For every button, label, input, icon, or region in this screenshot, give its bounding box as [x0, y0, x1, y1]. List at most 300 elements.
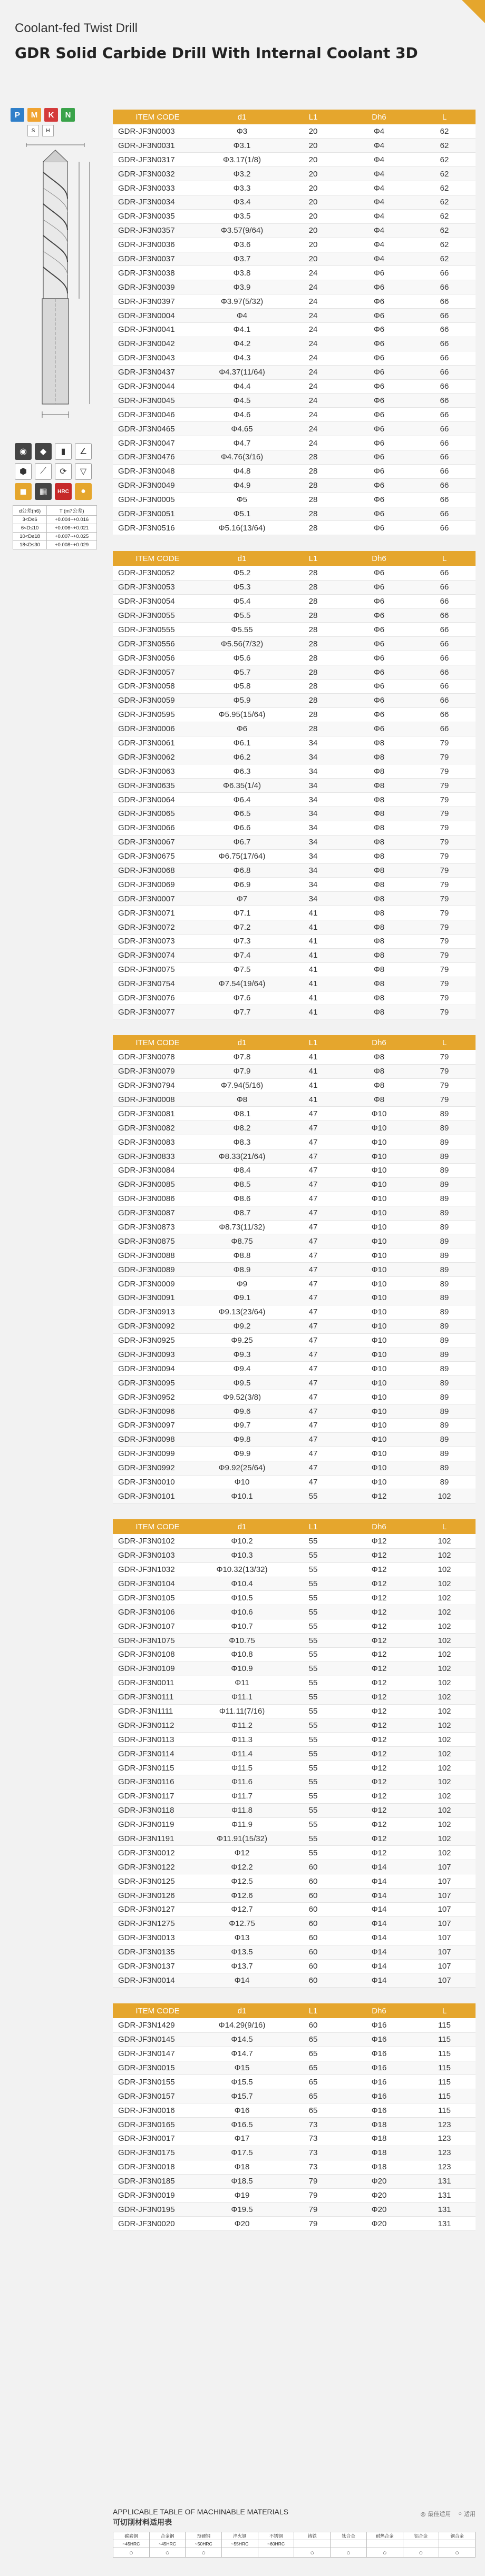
material-mark	[258, 2548, 294, 2558]
table-cell: Φ6	[345, 594, 413, 608]
table-cell: 66	[413, 665, 476, 680]
table-cell: 47	[282, 1475, 345, 1489]
table-cell: GDR-JF3N0476	[113, 450, 202, 464]
column-header: L1	[282, 2003, 345, 2018]
table-cell: GDR-JF3N0031	[113, 139, 202, 153]
table-row	[113, 124, 476, 139]
table-cell: Φ9.2	[202, 1319, 282, 1333]
table-cell: 89	[413, 1475, 476, 1489]
materials-title-cn: 可切削材料适用表	[113, 2518, 172, 2526]
table-cell: 41	[282, 991, 345, 1005]
table-row	[113, 1718, 476, 1733]
table-row	[113, 1945, 476, 1959]
table-cell: 47	[282, 1447, 345, 1461]
table-cell: Φ5.3	[202, 580, 282, 594]
table-cell: GDR-JF3N0056	[113, 651, 202, 665]
table-cell: 107	[413, 1860, 476, 1874]
table-row	[113, 1647, 476, 1661]
table-cell: 55	[282, 1733, 345, 1747]
table-cell: 66	[413, 309, 476, 323]
spiral-icon: ⟳	[55, 463, 72, 480]
table-cell: Φ3.3	[202, 181, 282, 195]
table-row	[113, 736, 476, 750]
table-cell: GDR-JF3N0992	[113, 1461, 202, 1475]
sub-badge-s: S	[27, 125, 39, 136]
table-row	[113, 1333, 476, 1348]
table-cell: Φ10.3	[202, 1548, 282, 1562]
table-row	[113, 1376, 476, 1390]
table-cell: GDR-JF3N0005	[113, 493, 202, 507]
table-cell: GDR-JF3N0063	[113, 764, 202, 779]
tolerance-cell: 18<D≤30	[13, 541, 47, 549]
table-cell: 79	[413, 906, 476, 920]
table-cell: 24	[282, 280, 345, 294]
table-cell: Φ8.3	[202, 1135, 282, 1149]
table-cell: GDR-JF3N0754	[113, 977, 202, 991]
table-cell: 73	[282, 2160, 345, 2174]
table-cell: GDR-JF3N1275	[113, 1916, 202, 1931]
material-mark: ○	[366, 2548, 403, 2558]
table-cell: GDR-JF3N0058	[113, 679, 202, 693]
table-cell: Φ4	[345, 252, 413, 266]
table-header-row	[113, 551, 476, 566]
table-cell: Φ8.6	[202, 1192, 282, 1206]
table-row	[113, 2160, 476, 2174]
table-cell: 131	[413, 2188, 476, 2203]
material-group: 铸铁	[294, 2532, 331, 2540]
table-cell: Φ6	[345, 464, 413, 478]
table-cell: 66	[413, 351, 476, 365]
table-cell: 28	[282, 594, 345, 608]
table-cell: GDR-JF3N0122	[113, 1860, 202, 1874]
table-cell: Φ6.6	[202, 821, 282, 835]
table-cell: Φ7.5	[202, 962, 282, 977]
table-row	[113, 1817, 476, 1832]
table-cell: Φ6	[345, 294, 413, 309]
table-cell: Φ9.13(23/64)	[202, 1305, 282, 1319]
table-cell: 66	[413, 337, 476, 351]
table-row	[113, 1432, 476, 1447]
table-cell: 102	[413, 1704, 476, 1718]
materials-title: APPLICABLE TABLE OF MACHINABLE MATERIALS	[113, 2508, 288, 2516]
table-cell: Φ12	[345, 1789, 413, 1803]
table-cell: 20	[282, 195, 345, 209]
table-cell: 62	[413, 153, 476, 167]
table-cell: Φ8	[345, 807, 413, 821]
table-cell: 102	[413, 1661, 476, 1676]
table-cell: Φ10.1	[202, 1489, 282, 1503]
table-cell: Φ15.7	[202, 2089, 282, 2103]
table-cell: GDR-JF3N0038	[113, 266, 202, 280]
tolerance-table	[13, 505, 97, 549]
table-cell: 66	[413, 651, 476, 665]
table-cell: Φ8	[345, 906, 413, 920]
table-cell: 79	[282, 2174, 345, 2188]
table-cell: 47	[282, 1220, 345, 1234]
table-cell: 34	[282, 892, 345, 906]
table-row	[113, 1902, 476, 1916]
table-cell: 89	[413, 1177, 476, 1192]
table-cell: Φ10	[345, 1149, 413, 1164]
column-header: L	[413, 551, 476, 566]
table-cell: Φ17	[202, 2131, 282, 2146]
table-row	[113, 2146, 476, 2160]
table-cell: 41	[282, 1078, 345, 1093]
table-cell: Φ5.1	[202, 507, 282, 521]
table-cell: Φ12.75	[202, 1916, 282, 1931]
table-cell: Φ6	[345, 693, 413, 707]
table-cell: GDR-JF3N0059	[113, 693, 202, 707]
table-row	[113, 294, 476, 309]
table-cell: 79	[413, 835, 476, 849]
table-cell: 41	[282, 948, 345, 962]
table-cell: 89	[413, 1333, 476, 1348]
table-cell: Φ6.8	[202, 863, 282, 878]
table-cell: GDR-JF3N0112	[113, 1718, 202, 1733]
table-cell: GDR-JF3N0047	[113, 436, 202, 450]
table-cell: GDR-JF3N0034	[113, 195, 202, 209]
table-cell: GDR-JF3N0004	[113, 309, 202, 323]
table-row	[113, 394, 476, 408]
table-cell: Φ6	[345, 394, 413, 408]
table-row	[113, 1447, 476, 1461]
table-cell: 28	[282, 450, 345, 464]
table-cell: Φ4.9	[202, 478, 282, 493]
table-cell: Φ12	[345, 1676, 413, 1690]
table-cell: 66	[413, 594, 476, 608]
table-cell: 89	[413, 1248, 476, 1263]
table-cell: GDR-JF3N0317	[113, 153, 202, 167]
table-cell: 60	[282, 1931, 345, 1945]
table-cell: GDR-JF3N0101	[113, 1489, 202, 1503]
table-cell: 60	[282, 1860, 345, 1874]
table-cell: Φ18.5	[202, 2174, 282, 2188]
table-cell: 89	[413, 1319, 476, 1333]
table-row	[113, 849, 476, 863]
table-cell: GDR-JF3N0095	[113, 1376, 202, 1390]
table-cell: GDR-JF3N0635	[113, 779, 202, 793]
column-header: ITEM CODE	[113, 1035, 202, 1050]
workpiece-icon: ⬢	[15, 463, 32, 480]
table-cell: Φ8	[345, 977, 413, 991]
corner-accent	[462, 0, 485, 23]
table-cell: 102	[413, 1577, 476, 1591]
table-cell: 102	[413, 1489, 476, 1503]
sub-badge-h: H	[42, 125, 54, 136]
table-cell: GDR-JF3N0875	[113, 1234, 202, 1248]
table-row	[113, 1277, 476, 1291]
table-cell: 55	[282, 1747, 345, 1761]
table-cell: Φ12	[345, 1548, 413, 1562]
table-cell: Φ20	[345, 2188, 413, 2203]
tolerance-cell: 10<D≤18	[13, 533, 47, 541]
table-row	[113, 594, 476, 608]
table-cell: Φ12	[345, 1733, 413, 1747]
table-cell: 55	[282, 1605, 345, 1619]
table-cell: Φ13	[202, 1931, 282, 1945]
table-cell: 89	[413, 1121, 476, 1135]
table-cell: GDR-JF3N0105	[113, 1591, 202, 1605]
table-cell: 47	[282, 1418, 345, 1432]
table-cell: 55	[282, 1548, 345, 1562]
table-cell: GDR-JF3N0135	[113, 1945, 202, 1959]
table-cell: 47	[282, 1432, 345, 1447]
table-cell: 24	[282, 266, 345, 280]
table-cell: 73	[282, 2131, 345, 2146]
hrc-icon: HRC	[55, 483, 72, 500]
table-row	[113, 1121, 476, 1135]
table-cell: GDR-JF3N0033	[113, 181, 202, 195]
table-cell: GDR-JF3N0109	[113, 1661, 202, 1676]
table-cell: Φ14	[345, 1860, 413, 1874]
table-cell: Φ6.35(1/4)	[202, 779, 282, 793]
column-header: L	[413, 1035, 476, 1050]
table-cell: Φ9.4	[202, 1362, 282, 1376]
table-cell: Φ18	[345, 2160, 413, 2174]
column-header: L	[413, 1519, 476, 1534]
table-cell: Φ3.9	[202, 280, 282, 294]
table-cell: 62	[413, 124, 476, 139]
table-cell: GDR-JF3N0006	[113, 722, 202, 736]
table-cell: Φ12	[345, 1605, 413, 1619]
table-cell: Φ6.2	[202, 750, 282, 764]
table-cell: 47	[282, 1177, 345, 1192]
table-cell: 28	[282, 566, 345, 580]
table-cell: Φ15	[202, 2061, 282, 2075]
table-cell: Φ11.11(7/16)	[202, 1704, 282, 1718]
table-cell: GDR-JF3N0018	[113, 2160, 202, 2174]
table-cell: 28	[282, 679, 345, 693]
table-cell: 107	[413, 1945, 476, 1959]
table-cell: 66	[413, 521, 476, 535]
table-cell: 79	[413, 878, 476, 892]
table-cell: GDR-JF3N0054	[113, 594, 202, 608]
table-cell: Φ9	[202, 1277, 282, 1291]
table-row	[113, 195, 476, 209]
table-row	[113, 1747, 476, 1761]
table-cell: 24	[282, 351, 345, 365]
table-cell: 47	[282, 1390, 345, 1404]
table-row	[113, 1605, 476, 1619]
table-cell: Φ8	[345, 1064, 413, 1078]
table-cell: Φ6	[345, 322, 413, 337]
table-cell: Φ3.4	[202, 195, 282, 209]
shank-icon: ▮	[55, 443, 72, 460]
table-row	[113, 892, 476, 906]
table-row	[113, 1489, 476, 1503]
table-row	[113, 1078, 476, 1093]
table-cell: Φ10	[345, 1362, 413, 1376]
table-row	[113, 1305, 476, 1319]
table-cell: Φ5.7	[202, 665, 282, 680]
table-cell: 89	[413, 1447, 476, 1461]
tolerance-cell: +0.004~+0.016	[47, 516, 97, 524]
table-cell: GDR-JF3N0077	[113, 1005, 202, 1019]
spec-table-5	[113, 2003, 476, 2231]
table-cell: Φ3.2	[202, 167, 282, 181]
table-row	[113, 252, 476, 266]
material-hardness	[331, 2540, 367, 2548]
table-cell: 60	[282, 1916, 345, 1931]
table-cell: 28	[282, 722, 345, 736]
column-header: Dh6	[345, 110, 413, 124]
table-cell: 62	[413, 209, 476, 223]
coating-icon: ◼	[15, 483, 32, 500]
table-cell: 24	[282, 309, 345, 323]
spec-table-4	[113, 1519, 476, 1988]
table-cell: Φ3.7	[202, 252, 282, 266]
table-cell: 115	[413, 2103, 476, 2118]
table-cell: 102	[413, 1690, 476, 1704]
table-cell: GDR-JF3N0039	[113, 280, 202, 294]
material-hardness	[294, 2540, 331, 2548]
table-cell: 20	[282, 181, 345, 195]
table-cell: 115	[413, 2089, 476, 2103]
table-cell: Φ10	[345, 1277, 413, 1291]
table-row	[113, 1149, 476, 1164]
table-row	[113, 764, 476, 779]
table-header-row	[113, 1035, 476, 1050]
table-cell: GDR-JF3N0048	[113, 464, 202, 478]
table-cell: GDR-JF3N0094	[113, 1362, 202, 1376]
table-row	[113, 1704, 476, 1718]
table-row	[113, 693, 476, 707]
table-cell: GDR-JF3N0066	[113, 821, 202, 835]
table-cell: 28	[282, 707, 345, 722]
table-cell: 102	[413, 1647, 476, 1661]
table-cell: GDR-JF3N0117	[113, 1789, 202, 1803]
table-cell: 28	[282, 665, 345, 680]
table-cell: Φ8.8	[202, 1248, 282, 1263]
table-cell: Φ7.1	[202, 906, 282, 920]
table-row	[113, 807, 476, 821]
table-cell: 24	[282, 365, 345, 379]
table-row	[113, 1220, 476, 1234]
table-cell: Φ8.1	[202, 1107, 282, 1121]
table-cell: Φ8.33(21/64)	[202, 1149, 282, 1164]
table-row	[113, 750, 476, 764]
table-cell: 66	[413, 322, 476, 337]
table-cell: 47	[282, 1121, 345, 1135]
table-cell: 79	[413, 750, 476, 764]
table-cell: Φ4.37(11/64)	[202, 365, 282, 379]
table-cell: Φ7.2	[202, 920, 282, 935]
table-cell: 47	[282, 1376, 345, 1390]
table-row	[113, 779, 476, 793]
tolerance-cell: 3<D≤6	[13, 516, 47, 524]
table-cell: 66	[413, 566, 476, 580]
table-row	[113, 1291, 476, 1305]
table-cell: 102	[413, 1548, 476, 1562]
table-cell: Φ10	[345, 1220, 413, 1234]
table-row	[113, 793, 476, 807]
table-row	[113, 1832, 476, 1846]
table-cell: 66	[413, 507, 476, 521]
table-cell: 66	[413, 464, 476, 478]
table-cell: 34	[282, 807, 345, 821]
table-cell: Φ6.9	[202, 878, 282, 892]
material-badge-m: M	[27, 108, 41, 122]
table-cell: 24	[282, 422, 345, 436]
table-cell: GDR-JF3N0003	[113, 124, 202, 139]
cutting-edge-icon: ◆	[35, 443, 52, 460]
table-cell: GDR-JF3N0145	[113, 2032, 202, 2047]
table-cell: Φ9.7	[202, 1418, 282, 1432]
table-cell: 79	[413, 793, 476, 807]
table-cell: 47	[282, 1234, 345, 1248]
table-cell: GDR-JF3N0113	[113, 1733, 202, 1747]
table-cell: GDR-JF3N0437	[113, 365, 202, 379]
table-cell: GDR-JF3N0114	[113, 1747, 202, 1761]
materials-legend	[421, 2510, 476, 2518]
table-cell: GDR-JF3N0516	[113, 521, 202, 535]
table-cell: GDR-JF3N1191	[113, 1832, 202, 1846]
table-row	[113, 1733, 476, 1747]
table-row	[113, 1319, 476, 1333]
table-cell: 89	[413, 1461, 476, 1475]
table-cell: 62	[413, 223, 476, 238]
table-cell: Φ10	[345, 1305, 413, 1319]
table-cell: GDR-JF3N0555	[113, 623, 202, 637]
table-cell: GDR-JF3N0137	[113, 1959, 202, 1973]
table-header-row	[113, 1519, 476, 1534]
table-row	[113, 1093, 476, 1107]
table-cell: 55	[282, 1718, 345, 1733]
table-cell: Φ8	[345, 948, 413, 962]
material-group: 碳素钢	[113, 2532, 150, 2540]
table-cell: Φ7.9	[202, 1064, 282, 1078]
table-cell: 47	[282, 1149, 345, 1164]
table-cell: 89	[413, 1220, 476, 1234]
table-row	[113, 906, 476, 920]
table-cell: Φ8.7	[202, 1206, 282, 1220]
table-cell: 24	[282, 394, 345, 408]
table-cell: 79	[413, 1078, 476, 1093]
table-cell: 89	[413, 1432, 476, 1447]
table-cell: GDR-JF3N0155	[113, 2075, 202, 2089]
table-cell: Φ16	[345, 2075, 413, 2089]
table-cell: 79	[413, 948, 476, 962]
drill-diagram	[16, 141, 95, 436]
material-group: 钛合金	[331, 2532, 367, 2540]
table-cell: 28	[282, 580, 345, 594]
table-cell: Φ4.3	[202, 351, 282, 365]
table-cell: GDR-JF3N0397	[113, 294, 202, 309]
table-cell: Φ7.54(19/64)	[202, 977, 282, 991]
material-mark: ○	[186, 2548, 222, 2558]
table-cell: Φ10	[345, 1418, 413, 1432]
table-cell: Φ4	[345, 124, 413, 139]
table-cell: 20	[282, 209, 345, 223]
material-group: 合金钢	[149, 2532, 186, 2540]
table-cell: GDR-JF3N0067	[113, 835, 202, 849]
table-cell: 47	[282, 1348, 345, 1362]
table-cell: GDR-JF3N0465	[113, 422, 202, 436]
table-cell: 65	[282, 2061, 345, 2075]
table-cell: 28	[282, 521, 345, 535]
table-cell: 131	[413, 2174, 476, 2188]
table-row	[113, 679, 476, 693]
tolerance-cell: +0.007~+0.025	[47, 533, 97, 541]
table-cell: 89	[413, 1206, 476, 1220]
table-row	[113, 991, 476, 1005]
table-cell: Φ11.91(15/32)	[202, 1832, 282, 1846]
table-cell: Φ18	[345, 2146, 413, 2160]
table-cell: Φ5.2	[202, 566, 282, 580]
material-badges	[11, 108, 100, 122]
table-row	[113, 1690, 476, 1704]
table-row	[113, 2047, 476, 2061]
